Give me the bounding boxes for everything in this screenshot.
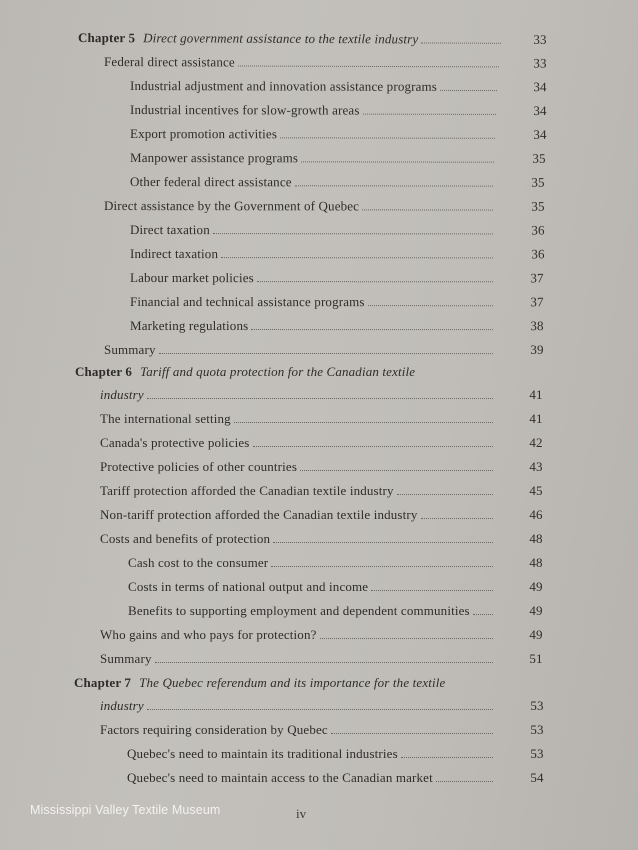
page-number: 48	[529, 531, 543, 546]
toc-entry	[130, 290, 544, 310]
toc-entry-title: Industrial adjustment and innovation assistance programs	[130, 78, 438, 94]
toc-entry	[100, 694, 544, 714]
entry-label	[130, 318, 248, 334]
dot-leader	[401, 757, 493, 758]
entry-label	[130, 294, 365, 310]
toc-chapter-heading	[75, 360, 600, 380]
page-number: 48	[529, 555, 543, 570]
page-number: 38	[530, 318, 544, 334]
toc-entry	[100, 503, 543, 523]
entry-label	[100, 411, 231, 427]
toc-entry	[100, 431, 543, 451]
dot-leader	[436, 781, 493, 782]
toc-entry-title: Who gains and who pays for protection?	[100, 627, 317, 642]
entry-label	[127, 770, 433, 786]
page-number: 46	[529, 507, 543, 522]
dot-leader	[371, 590, 493, 591]
toc-entry-title: Other federal direct assistance	[130, 174, 292, 190]
chapter-title: The Quebec referendum and its importance for the textile	[139, 675, 446, 690]
entry-label	[130, 174, 292, 190]
page-number: 35	[531, 198, 545, 214]
entry-label	[128, 555, 268, 571]
toc-entry	[100, 647, 543, 667]
toc-entry-title: Benefits to supporting employment and dependent communities	[128, 603, 470, 618]
page-number: 42	[529, 435, 543, 450]
toc-entry	[127, 742, 544, 762]
page-number: 53	[530, 722, 544, 737]
entry-label	[130, 150, 298, 166]
entry-label	[100, 722, 328, 738]
page-number: 34	[533, 126, 547, 142]
toc-entry	[100, 383, 543, 403]
toc-entry	[128, 575, 543, 595]
toc-entry-title: Costs and benefits of protection	[100, 531, 271, 546]
chapter-title: Tariff and quota protection for the Canadian textile	[140, 364, 416, 379]
entry-label	[100, 507, 418, 523]
page-number: 36	[531, 246, 545, 262]
toc-entry	[130, 266, 544, 286]
page-number: 37	[530, 270, 544, 286]
dot-leader	[221, 257, 493, 258]
dot-leader	[331, 733, 493, 734]
dot-leader	[368, 305, 493, 306]
page-folio: iv	[296, 806, 307, 821]
entry-label	[128, 579, 368, 595]
page-number: 39	[530, 342, 544, 358]
page-number: 36	[531, 222, 545, 238]
toc-entry	[100, 718, 544, 738]
entry-label	[130, 126, 277, 142]
entry-label	[100, 651, 152, 667]
toc-entry	[130, 146, 546, 167]
toc-entry-title: Quebec's need to maintain access to the Canadian market	[127, 770, 433, 785]
page-number: 35	[532, 150, 546, 166]
toc-entry-title: Export promotion activities	[130, 126, 278, 142]
dot-leader	[147, 398, 493, 399]
toc-entry	[130, 74, 547, 95]
toc-entry	[104, 194, 545, 215]
entry-label	[130, 78, 437, 95]
toc-entry-title: Costs in terms of national output and income	[128, 579, 369, 594]
toc-entry-title: Factors requiring consideration by Quebec	[100, 722, 328, 737]
entry-label	[130, 246, 218, 262]
chapter-label	[75, 364, 415, 380]
toc-entry-title: Direct assistance by the Government of Quebec	[104, 198, 360, 214]
dot-leader	[421, 42, 501, 43]
page-number: 33	[533, 31, 547, 47]
entry-label	[104, 198, 359, 214]
dot-leader	[295, 185, 493, 186]
entry-label	[127, 746, 398, 762]
page-number: 41	[529, 411, 543, 426]
dot-leader	[234, 422, 493, 423]
dot-leader	[253, 446, 494, 447]
toc-entry	[130, 242, 545, 262]
dot-leader	[421, 518, 493, 519]
page-number: 37	[530, 294, 544, 310]
entry-label	[130, 270, 254, 286]
entry-label	[130, 222, 210, 238]
toc-entry	[128, 551, 543, 571]
entry-label	[100, 531, 270, 547]
dot-leader	[397, 494, 493, 495]
dot-leader	[473, 614, 493, 615]
toc-entry	[130, 170, 545, 191]
toc-entry-title: Financial and technical assistance programs	[130, 294, 365, 310]
dot-leader	[251, 329, 493, 330]
toc-entry	[130, 98, 547, 119]
toc-entry-title: The international setting	[100, 411, 231, 426]
toc-entry-title: Direct taxation	[130, 222, 210, 238]
entry-label	[104, 54, 235, 70]
chapter-label	[74, 675, 445, 691]
dot-leader	[440, 90, 497, 91]
entry-label	[128, 603, 470, 619]
dot-leader	[363, 114, 496, 115]
toc-entry-title: Protective policies of other countries	[100, 459, 298, 474]
page-number: 33	[533, 55, 547, 71]
toc-entry-title: Manpower assistance programs	[130, 150, 299, 166]
entry-label	[104, 342, 156, 358]
entry-label	[100, 627, 317, 643]
page-number: 49	[529, 627, 543, 642]
entry-label	[100, 698, 144, 714]
chapter-title: Direct government assistance to the textile industry	[143, 30, 419, 47]
toc-chapter-heading	[74, 671, 600, 691]
page-number: 35	[531, 174, 545, 190]
dot-leader	[238, 65, 499, 67]
toc-entry	[100, 479, 543, 499]
toc-entry-title: Summary	[104, 342, 156, 358]
entry-label	[100, 483, 394, 499]
page-number: 34	[533, 79, 547, 95]
page-number: 53	[530, 746, 544, 761]
dot-leader	[257, 281, 493, 282]
entry-label	[130, 102, 360, 119]
page-number: 43	[529, 459, 543, 474]
toc-entry	[130, 314, 544, 334]
dot-leader	[159, 353, 493, 354]
toc-entry	[100, 407, 543, 427]
chapter-label	[78, 30, 418, 47]
dot-leader	[155, 662, 493, 663]
page-number: 41	[529, 387, 543, 402]
toc-entry-title: Cash cost to the consumer	[128, 555, 269, 570]
chapter-number: Chapter 6	[75, 364, 133, 379]
dot-leader	[301, 161, 494, 162]
dot-leader	[273, 542, 493, 543]
entry-label	[100, 387, 144, 403]
toc-chapter-heading	[78, 26, 547, 48]
toc-entry	[130, 122, 547, 143]
page-number: 54	[530, 770, 544, 785]
toc-entry-title: Quebec's need to maintain its traditional industries	[127, 746, 398, 761]
dot-leader	[362, 209, 493, 210]
entry-label	[100, 435, 250, 451]
toc-entry	[130, 218, 545, 238]
toc-entry	[100, 455, 543, 475]
dot-leader	[320, 638, 493, 639]
dot-leader	[147, 709, 493, 710]
chapter-title-continued: industry	[100, 387, 144, 402]
toc-entry-title: Federal direct assistance	[104, 54, 235, 70]
page-number: 51	[529, 651, 543, 666]
toc-entry	[104, 338, 544, 358]
dot-leader	[213, 233, 493, 234]
toc-entry-title: Industrial incentives for slow-growth areas	[130, 102, 360, 118]
page-number: 49	[529, 579, 543, 594]
toc-entry	[128, 599, 543, 619]
toc-entry-title: Canada's protective policies	[100, 435, 250, 450]
toc-entry-title: Marketing regulations	[130, 318, 249, 334]
toc-entry	[100, 527, 543, 547]
dot-leader	[271, 566, 493, 567]
page-number: 45	[529, 483, 543, 498]
toc-entry-title: Indirect taxation	[130, 246, 219, 262]
toc-entry	[127, 766, 544, 786]
toc-entry-title: Labour market policies	[130, 270, 254, 286]
toc-entry	[100, 623, 543, 643]
toc-entry-title: Tariff protection afforded the Canadian textile industry	[100, 483, 394, 498]
toc-entry	[104, 50, 547, 71]
toc-entry-title: Non-tariff protection afforded the Canadian textile industry	[100, 507, 418, 522]
entry-label	[100, 459, 297, 475]
chapter-number: Chapter 5	[78, 30, 136, 46]
chapter-title-continued: industry	[100, 698, 144, 713]
chapter-number: Chapter 7	[74, 675, 132, 690]
page-number: 34	[533, 103, 547, 119]
page-number: 53	[530, 698, 544, 713]
page-number: 49	[529, 603, 543, 618]
dot-leader	[280, 137, 495, 138]
dot-leader	[300, 470, 493, 471]
toc-entry-title: Summary	[100, 651, 152, 666]
watermark-caption: Mississippi Valley Textile Museum	[30, 803, 221, 817]
